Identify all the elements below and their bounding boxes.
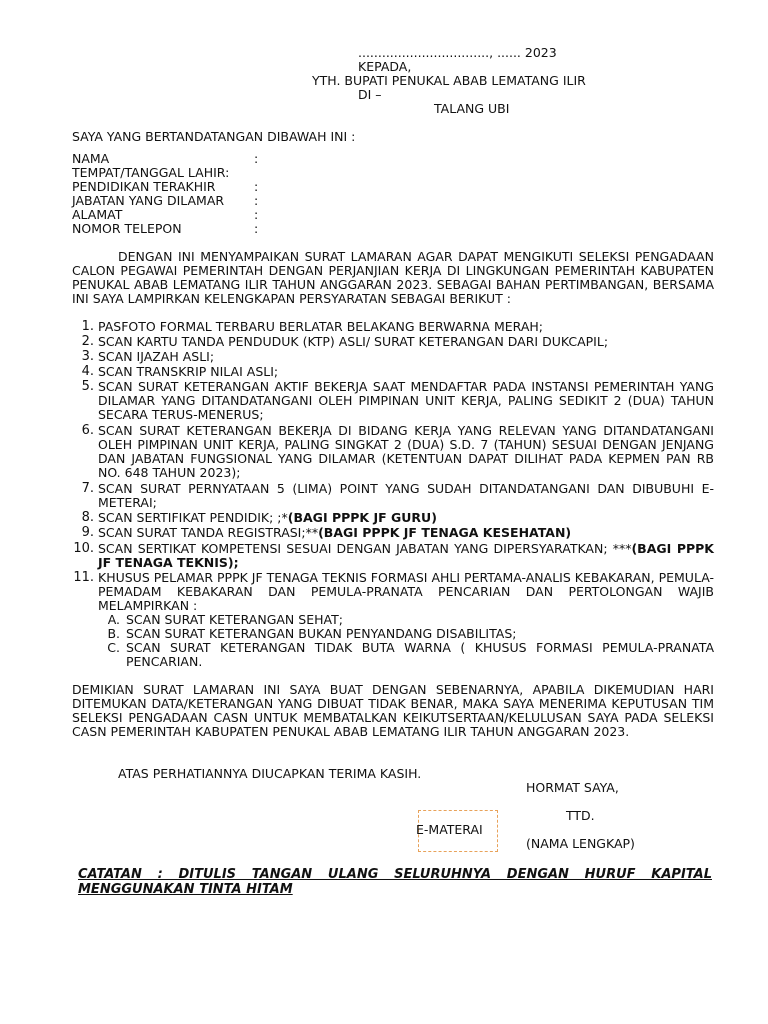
field-nama-label: NAMA <box>72 151 110 166</box>
field-jabatan-colon: : <box>254 193 259 208</box>
list-item-10 <box>98 542 714 570</box>
list-item-7: SCAN SURAT PERNYATAAN 5 (LIMA) POINT YANG SUDAH DITANDATANGANI DAN DIBUBUHI E-METERAI; <box>98 481 714 510</box>
di-label: DI – <box>358 87 382 102</box>
city-label: TALANG UBI <box>434 101 510 116</box>
sublist-letter-c: C. <box>107 640 120 655</box>
list-num-1: 1. <box>81 319 94 334</box>
list-item-10-bold: (BAGI PPPK JF TENAGA TEKNIS); <box>98 541 714 570</box>
field-alamat-label: ALAMAT <box>72 207 123 222</box>
list-num-10: 10. <box>73 541 94 556</box>
sublist-item-b: SCAN SURAT KETERANGAN BUKAN PENYANDANG DISABILITAS; <box>126 626 517 641</box>
list-item-9-bold: (BAGI PPPK JF TENAGA KESEHATAN) <box>318 525 572 540</box>
sublist-item-a: SCAN SURAT KETERANGAN SEHAT; <box>126 612 343 627</box>
field-pendidikan-colon: : <box>254 179 259 194</box>
list-item-4: SCAN TRANSKRIP NILAI ASLI; <box>98 364 279 379</box>
list-item-6: SCAN SURAT KETERANGAN BEKERJA DI BIDANG KERJA YANG RELEVAN YANG DITANDATANGANI OLEH PIMPINAN UNIT KERJA, PALING SINGKAT 2 (DUA) S.D. 7 (TAHUN) SESUAI DENGAN JENJANG DAN JABATAN FUNGSIONAL YANG DILAMAR (KETENTUAN DAPAT DILIHAT PADA KEPMEN PAN RB NO. 648 TAHUN 2023); <box>98 423 714 480</box>
list-num-3: 3. <box>81 349 94 364</box>
list-item-9 <box>98 526 714 540</box>
thanks-line: ATAS PERHATIANNYA DIUCAPKAN TERIMA KASIH. <box>118 766 422 781</box>
list-num-6: 6. <box>81 423 94 438</box>
field-ttl-label: TEMPAT/TANGGAL LAHIR: <box>72 165 230 180</box>
list-item-5: SCAN SURAT KETERANGAN AKTIF BEKERJA SAAT MENDAFTAR PADA INSTANSI PEMERINTAH YANG DILAMAR YANG DITANDATANGANI OLEH PIMPINAN UNIT KERJA, PALING SEDIKIT 2 (DUA) TAHUN SECARA TERUS-MENERUS; <box>98 379 714 422</box>
list-num-8: 8. <box>81 510 94 525</box>
hormat-saya: HORMAT SAYA, <box>526 780 619 795</box>
sublist-letter-b: B. <box>107 626 120 641</box>
sublist-letter-a: A. <box>107 612 120 627</box>
body-paragraph: DENGAN INI MENYAMPAIKAN SURAT LAMARAN AGAR DAPAT MENGIKUTI SELEKSI PENGADAAN CALON PEGAWAI PEMERINTAH DENGAN PERJANJIAN KERJA DI LINGKUNGAN PEMERINTAH KABUPATEN PENUKAL ABAB LEMATANG ILIR TAHUN ANGGARAN 2023. SEBAGAI BAHAN PERTIMBANGAN, BERSAMA INI SAYA LAMPIRKAN KELENGKAPAN PERSYARATAN SEBAGAI BERIKUT : <box>72 249 714 306</box>
list-num-5: 5. <box>81 379 94 394</box>
field-telepon-label: NOMOR TELEPON <box>72 221 182 236</box>
intro-line: SAYA YANG BERTANDATANGAN DIBAWAH INI : <box>72 129 356 144</box>
emeterai-label: E-MATERAI <box>416 822 483 837</box>
list-item-9-text: SCAN SURAT TANDA REGISTRASI;** <box>98 525 319 540</box>
list-item-8-text: SCAN SERTIFIKAT PENDIDIK; ;* <box>98 510 288 525</box>
ttd-label: TTD. <box>566 808 595 823</box>
closing-paragraph: DEMIKIAN SURAT LAMARAN INI SAYA BUAT DENGAN SEBENARNYA, APABILA DIKEMUDIAN HARI DITEMUKAN DATA/KETERANGAN YANG DIBUAT TIDAK BENAR, MAKA SAYA MENERIMA KEPUTUSAN TIM SELEKSI PENGADAAN CASN UNTUK MEMBATALKAN KEIKUTSERTAAN/KELULUSAN SAYA PADA SELEKSI CASN PEMERINTAH KABUPATEN PENUKAL ABAB LEMATANG ILIR TAHUN ANGGARAN 2023. <box>72 682 714 739</box>
list-num-4: 4. <box>81 364 94 379</box>
list-num-2: 2. <box>81 334 94 349</box>
field-nama-colon: : <box>254 151 259 166</box>
list-num-11: 11. <box>73 570 94 585</box>
catatan-note: CATATAN : DITULIS TANGAN ULANG SELURUHNYA DENGAN HURUF KAPITAL MENGGUNAKAN TINTA HITAM <box>78 867 712 897</box>
list-item-10-text: SCAN SERTIKAT KOMPETENSI SESUAI DENGAN JABATAN YANG DIPERSYARATKAN; *** <box>98 541 632 556</box>
list-num-7: 7. <box>81 481 94 496</box>
date-line: ................................., ...... 2023 <box>358 45 557 60</box>
list-item-8 <box>98 511 714 525</box>
addressee: YTH. BUPATI PENUKAL ABAB LEMATANG ILIR <box>312 73 586 88</box>
field-jabatan-label: JABATAN YANG DILAMAR <box>72 193 225 208</box>
list-item-1: PASFOTO FORMAL TERBARU BERLATAR BELAKANG BERWARNA MERAH; <box>98 319 543 334</box>
kepada-label: KEPADA, <box>358 59 412 74</box>
field-pendidikan-label: PENDIDIKAN TERAKHIR <box>72 179 216 194</box>
list-item-3: SCAN IJAZAH ASLI; <box>98 349 215 364</box>
field-alamat-colon: : <box>254 207 259 222</box>
list-num-9: 9. <box>81 525 94 540</box>
sublist-item-c: SCAN SURAT KETERANGAN TIDAK BUTA WARNA ( KHUSUS FORMASI PEMULA-PRANATA PENCARIAN. <box>126 640 714 669</box>
list-item-2: SCAN KARTU TANDA PENDUDUK (KTP) ASLI/ SURAT KETERANGAN DARI DUKCAPIL; <box>98 334 609 349</box>
field-telepon-colon: : <box>254 221 259 236</box>
nama-lengkap: (NAMA LENGKAP) <box>526 836 635 851</box>
list-item-11: KHUSUS PELAMAR PPPK JF TENAGA TEKNIS FORMASI AHLI PERTAMA-ANALIS KEBAKARAN, PEMULA-PEMADAM KEBAKARAN DAN PEMULA-PRANATA PENCARIAN DAN PERTOLONGAN WAJIB MELAMPIRKAN : <box>98 570 714 613</box>
list-item-8-bold: (BAGI PPPK JF GURU) <box>287 510 437 525</box>
